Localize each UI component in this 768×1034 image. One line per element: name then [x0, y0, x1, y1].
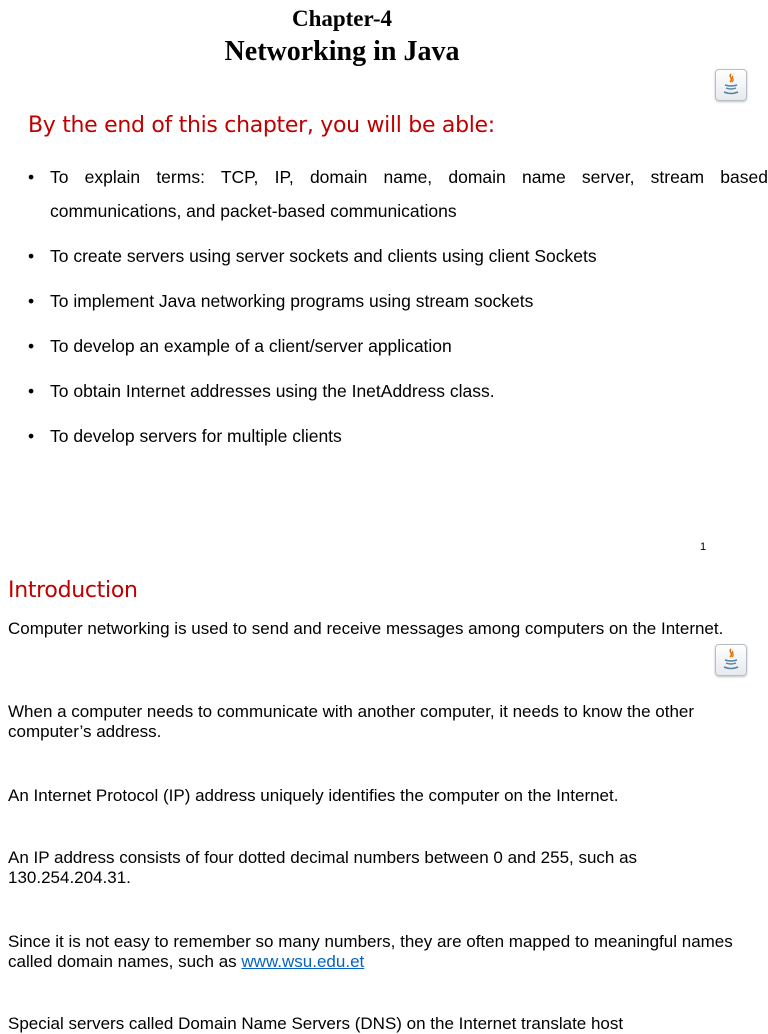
chapter-title: Chapter-4 — [291, 6, 393, 31]
intro-paragraph: When a computer needs to communicate with another computer, it needs to know the other computer’s address. — [8, 702, 695, 741]
java-logo-icon — [715, 644, 747, 676]
domain-paragraph-text: Since it is not easy to remember so many numbers, they are often mapped to meaningful names called domain names, such as — [8, 932, 733, 971]
list-item: • To develop an example of a client/server application — [28, 329, 768, 363]
intro-paragraph: Computer networking is used to send and receive messages among computers on the Internet. — [8, 619, 724, 638]
page-title: Networking in Java — [224, 36, 460, 67]
java-logo-icon — [715, 69, 747, 101]
intro-paragraph: An Internet Protocol (IP) address uniquely identifies the computer on the Internet. — [8, 786, 619, 805]
domain-link[interactable]: www.wsu.edu.et — [241, 952, 365, 971]
intro-paragraph: Special servers called Domain Name Servers (DNS) on the Internet translate host — [8, 1014, 624, 1033]
intro-paragraph: An IP address consists of four dotted decimal numbers between 0 and 255, such as 130.254.204.31. — [8, 848, 638, 887]
list-item: • To implement Java networking programs using stream sockets — [28, 284, 768, 318]
section-heading: Introduction — [8, 578, 138, 603]
list-item: • To develop servers for multiple clients — [28, 419, 768, 453]
intro-paragraph — [8, 932, 748, 972]
chapter-objectives-lead: By the end of this chapter, you will be able: — [28, 113, 495, 138]
list-item: • To explain terms: TCP, IP, domain name, domain name server, stream based communications, and packet-based communications — [28, 160, 768, 228]
objectives-list — [28, 160, 768, 464]
list-item: • To create servers using server sockets and clients using client Sockets — [28, 239, 768, 273]
list-item: • To obtain Internet addresses using the InetAddress class. — [28, 374, 768, 408]
page-number: 1 — [700, 541, 707, 553]
